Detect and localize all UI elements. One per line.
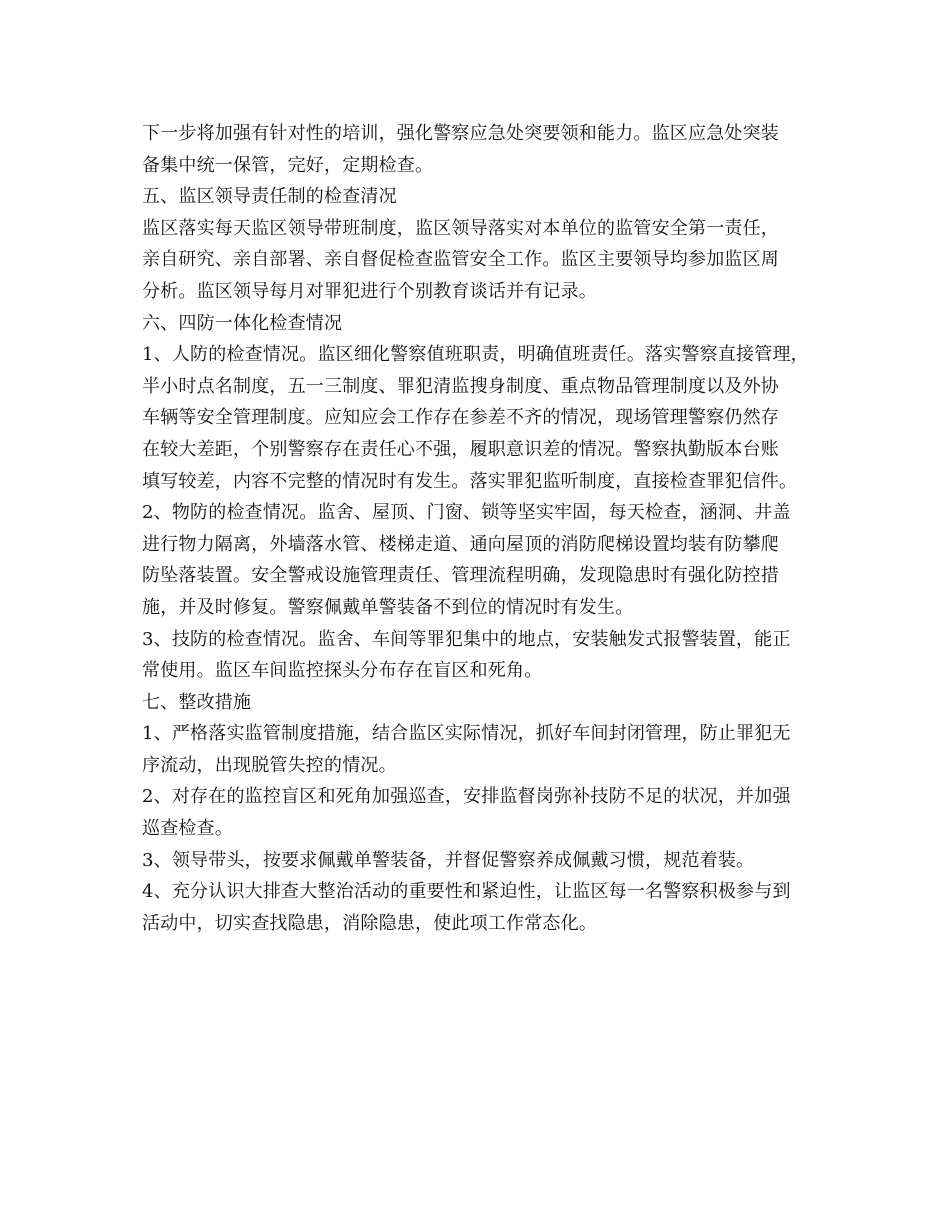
- text-line: 分析。监区领导每月对罪犯进行个别教育谈话并有记录。: [142, 280, 597, 302]
- text-line: 巡查检查。: [142, 818, 233, 840]
- text-line: 2、物防的检查情况。监舍、屋顶、门窗、锁等坚实牢固，每天检查，涵洞、井盖: [142, 502, 791, 524]
- text-line: 常使用。监区车间监控探头分布存在盲区和死角。: [142, 660, 543, 682]
- text-line: 半小时点名制度，五一三制度、罪犯清监搜身制度、重点物品管理制度以及外协: [142, 375, 779, 397]
- text-line: 序流动，出现脱管失控的情况。: [142, 754, 397, 776]
- section-heading: 六、四防一体化检查情况: [142, 312, 343, 334]
- text-line: 施，并及时修复。警察佩戴单警装备不到位的情况时有发生。: [142, 596, 634, 618]
- text-line: 在较大差距，个别警察存在责任心不强，履职意识差的情况。警察执勤版本台账: [142, 438, 779, 460]
- text-line: 车辆等安全管理制度。应知应会工作存在参差不齐的情况，现场管理警察仍然存: [142, 407, 779, 429]
- text-line: 备集中统一保管，完好，定期检查。: [142, 154, 434, 176]
- text-line: 活动中，切实查找隐患，消除隐患，使此项工作常态化。: [142, 912, 597, 934]
- text-line: 2、对存在的监控盲区和死角加强巡查，安排监督岗弥补技防不足的状况，并加强: [142, 786, 791, 808]
- text-line: 进行物力隔离，外墙落水管、楼梯走道、通向屋顶的消防爬梯设置均装有防攀爬: [142, 533, 779, 555]
- text-line: 填写较差，内容不完整的情况时有发生。落实罪犯监听制度，直接检查罪犯信件。: [142, 470, 798, 492]
- section-heading: 五、监区领导责任制的检查清况: [142, 186, 397, 208]
- document-body: [142, 118, 814, 939]
- text-line: 1、人防的检查情况。监区细化警察值班职责，明确值班责任。落实警察直接管理，: [142, 344, 809, 366]
- text-line: 下一步将加强有针对性的培训，强化警察应急处突要领和能力。监区应急处突装: [142, 123, 779, 144]
- section-heading: 七、整改措施: [142, 691, 252, 713]
- text-line: 3、领导带头，按要求佩戴单警装备，并督促警察养成佩戴习惯，规范着装。: [142, 849, 755, 871]
- text-line: 监区落实每天监区领导带班制度，监区领导落实对本单位的监管安全第一责任，: [142, 217, 779, 239]
- text-line: 3、技防的检查情况。监舍、车间等罪犯集中的地点，安装触发式报警装置，能正: [142, 628, 791, 650]
- text-line: 亲自研究、亲自部署、亲自督促检查监管安全工作。监区主要领导均参加监区周: [142, 249, 779, 271]
- text-line: 4、充分认识大排查大整治活动的重要性和紧迫性，让监区每一名警察积极参与到: [142, 881, 791, 903]
- text-line: 防坠落装置。安全警戒设施管理责任、管理流程明确，发现隐患时有强化防控措: [142, 565, 779, 587]
- text-line: 1、严格落实监管制度措施，结合监区实际情况，抓好车间封闭管理，防止罪犯无: [142, 723, 791, 745]
